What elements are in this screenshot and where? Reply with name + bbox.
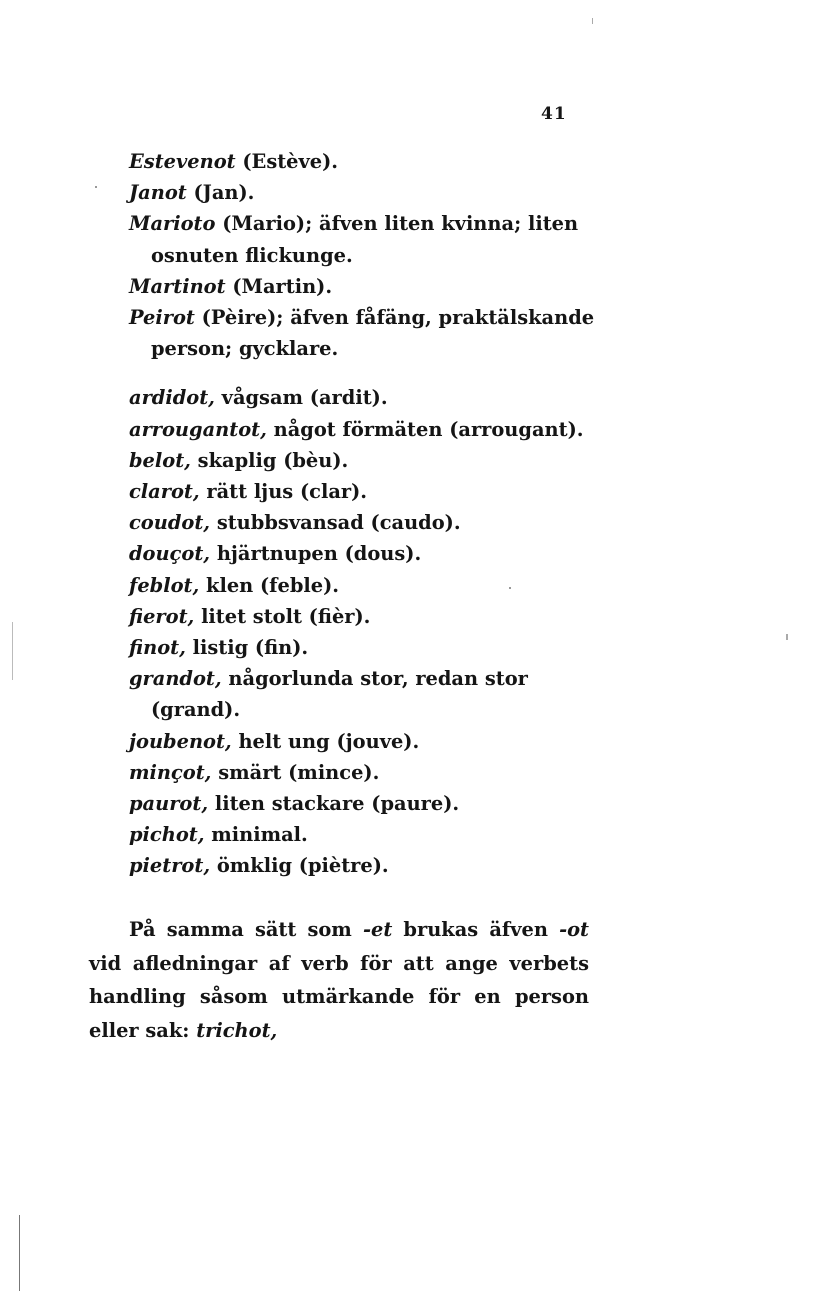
scan-mark: [786, 634, 788, 640]
entry-term: Martinot: [129, 274, 226, 298]
entry-term: douçot,: [129, 542, 211, 566]
suffix-et: -et: [362, 918, 393, 941]
paragraph-text: brukas äfven: [392, 918, 560, 941]
entry-gloss: (Jan).: [193, 181, 255, 205]
entry-gloss: (Estève).: [242, 150, 339, 173]
entry-gloss: ömklig (piètre).: [216, 854, 389, 878]
entry-term: Estevenot: [129, 150, 236, 173]
entry-gloss: liten stackare (paure).: [214, 792, 460, 816]
entry-term: grandot,: [129, 667, 222, 691]
entry-term: Marioto: [129, 212, 216, 236]
list-item: [129, 208, 599, 270]
list-item: [129, 788, 599, 819]
scan-mark: [95, 186, 97, 188]
paragraph-text: vid afledningar af verb för att ange verbets handling såsom utmärkande för en person eller sak:: [89, 951, 589, 1042]
scan-mark: [592, 18, 593, 24]
entry-gloss: rätt ljus (clar).: [206, 480, 368, 504]
entry-term: coudot,: [129, 511, 211, 535]
suffix-ot: -ot: [559, 918, 590, 941]
list-item: [129, 570, 599, 601]
entry-term: paurot,: [129, 792, 209, 816]
entry-gloss: något förmäten (arrougant).: [273, 417, 584, 441]
entry-term: finot,: [129, 636, 186, 660]
entry-gloss: vågsam (ardit).: [221, 386, 388, 410]
entry-gloss: (Martin).: [232, 274, 333, 298]
entry-gloss: (Mario); äfven liten kvinna; liten osnuten flickunge.: [151, 212, 579, 267]
scan-mark: [19, 1215, 20, 1291]
entry-term: pichot,: [129, 823, 205, 847]
scan-mark: [509, 587, 511, 589]
list-item: [129, 601, 599, 632]
entry-gloss: litet stolt (fièr).: [201, 604, 371, 628]
list-item: [129, 382, 599, 413]
list-item: [129, 271, 599, 302]
scan-mark: [12, 622, 13, 680]
paragraph-text: På samma sätt som: [129, 918, 363, 941]
list-item: [129, 632, 599, 663]
entry-term: pietrot,: [129, 854, 211, 878]
entry-gloss: någorlunda stor, redan stor (grand).: [151, 667, 528, 722]
entry-term: ardidot,: [129, 386, 215, 410]
list-item: [129, 819, 599, 850]
entry-term: Peirot: [129, 306, 195, 330]
section-gap: [129, 364, 599, 382]
paragraph-term: trichot,: [196, 1018, 278, 1042]
entry-term: arrougantot,: [129, 417, 267, 441]
entry-term: minçot,: [129, 760, 212, 784]
list-item: [129, 757, 599, 788]
entry-gloss: stubbsvansad (caudo).: [216, 511, 461, 535]
list-item: [129, 507, 599, 538]
entry-term: fierot,: [129, 604, 195, 628]
entry-gloss: minimal.: [211, 823, 308, 847]
list-item: [129, 850, 599, 881]
list-item: [129, 538, 599, 569]
list-item: [129, 414, 599, 445]
entry-term: belot,: [129, 448, 191, 472]
list-item: [129, 177, 599, 208]
entry-gloss: smärt (mince).: [218, 760, 380, 784]
list-item: [129, 445, 599, 476]
entry-gloss: klen (feble).: [206, 573, 340, 597]
entry-list: [129, 146, 599, 882]
entry-gloss: skaplig (bèu).: [197, 448, 349, 472]
list-item: [129, 726, 599, 757]
entry-gloss: hjärtnupen (dous).: [216, 542, 422, 566]
entry-gloss: helt ung (jouve).: [238, 729, 420, 753]
list-item: [129, 302, 599, 364]
page-number: 41: [541, 104, 567, 124]
entry-term: Janot: [129, 181, 187, 205]
entry-term: clarot,: [129, 480, 200, 504]
list-item: [129, 146, 599, 177]
list-item: [129, 476, 599, 507]
body-paragraph: [89, 913, 589, 1047]
entry-gloss: (Pèire); äfven fåfäng, praktälskande person; gycklare.: [151, 306, 595, 361]
list-item: [129, 663, 599, 725]
entry-term: joubenot,: [129, 729, 232, 753]
entry-gloss: listig (fin).: [192, 636, 309, 660]
entry-term: feblot,: [129, 573, 200, 597]
